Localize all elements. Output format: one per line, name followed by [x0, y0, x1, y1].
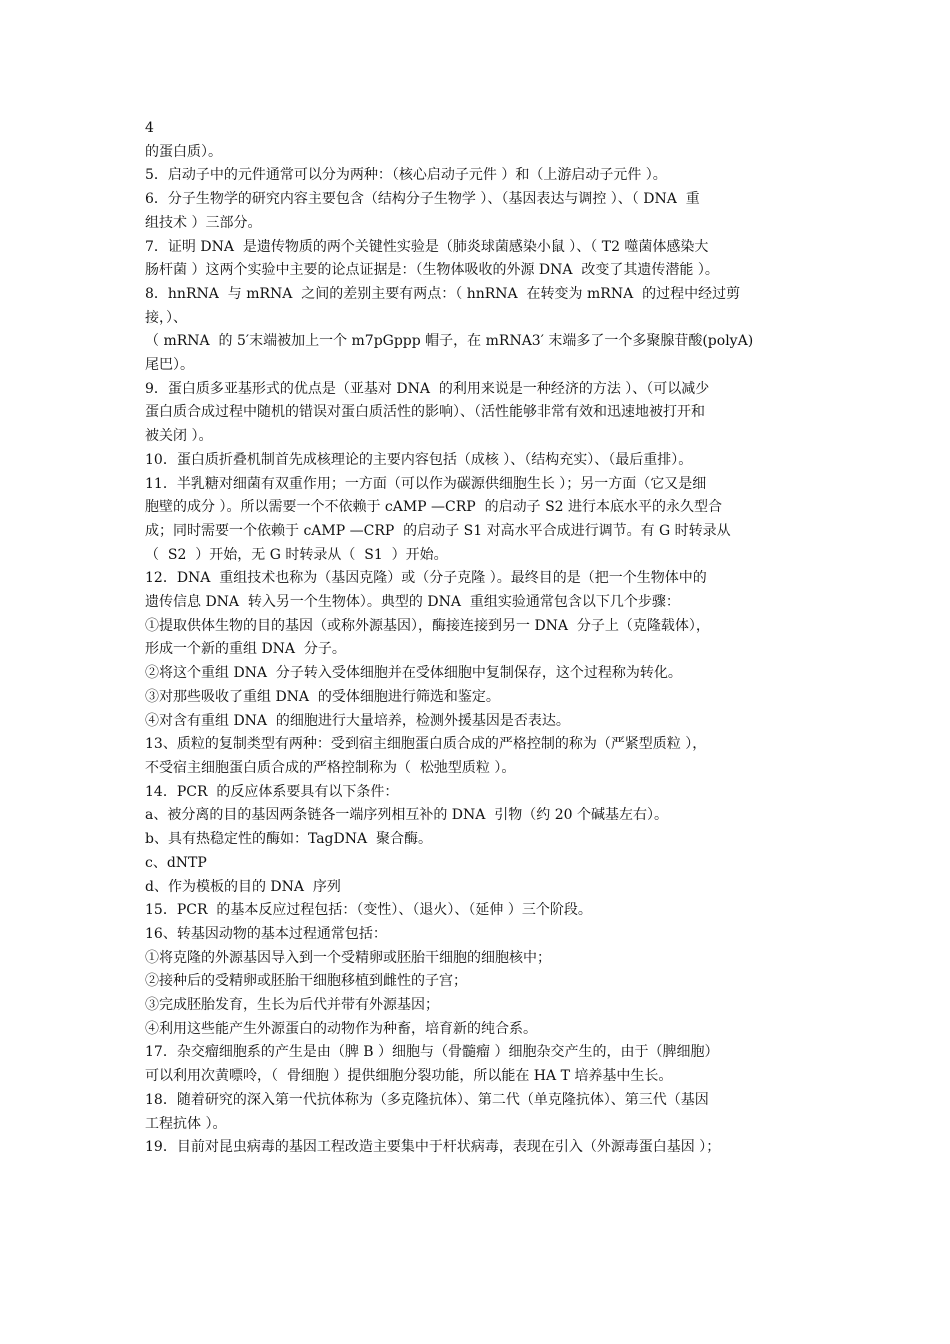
text-line: 被关闭 ）。	[145, 428, 213, 445]
text-line: 17．杂交瘤细胞系的产生是由（脾 B ）细胞与（骨髓瘤 ）细胞杂交产生的，由于（脾细胞）	[145, 1044, 719, 1061]
text-line: 8．hnRNA 与 mRNA 之间的差别主要有两点：（ hnRNA 在转变为 mRNA 的过程中经过剪	[145, 285, 741, 302]
text-line: 10．蛋白质折叠机制首先成核理论的主要内容包括（成核 ）、（结构充实）、（最后重排）。	[145, 451, 693, 468]
text-line: ③对那些吸收了重组 DNA 的受体细胞进行筛选和鉴定。	[145, 688, 500, 705]
text-line: b、具有热稳定性的酶如：TagDNA 聚合酶。	[145, 831, 433, 848]
text-line: ①将克隆的外源基因导入到一个受精卵或胚胎干细胞的细胞核中；	[145, 949, 551, 966]
text-line: 15．PCR 的基本反应过程包括：（变性）、（退火）、（延伸 ）三个阶段。	[145, 902, 592, 919]
text-line: d、作为模板的目的 DNA 序列	[145, 878, 341, 895]
text-line: 14．PCR 的反应体系要具有以下条件：	[145, 783, 399, 800]
text-line: ④对含有重组 DNA 的细胞进行大量培养，检测外援基因是否表达。	[145, 712, 570, 729]
text-line: ①提取供体生物的目的基因（或称外源基因），酶接连接到另一 DNA 分子上（克隆载体），	[145, 617, 710, 634]
text-line: ②接种后的受精卵或胚胎干细胞移植到雌性的子宫；	[145, 973, 467, 990]
text-line: 尾巴）。	[145, 357, 194, 374]
page-number: 4	[145, 120, 154, 136]
text-line: 遗传信息 DNA 转入另一个生物体）。典型的 DNA 重组实验通常包含以下几个步骤：	[145, 594, 680, 611]
text-line: ③完成胚胎发育，生长为后代并带有外源基因；	[145, 997, 439, 1014]
text-line: a、被分离的目的基因两条链各一端序列相互补的 DNA 引物（约 20 个碱基左右）。	[145, 807, 668, 824]
text-line: 可以利用次黄嘌呤，（ 骨细胞 ）提供细胞分裂功能，所以能在 HA T 培养基中生长。	[145, 1068, 673, 1085]
text-line: （ S2 ）开始，无 G 时转录从（ S1 ）开始。	[145, 546, 448, 563]
text-line: 形成一个新的重组 DNA 分子。	[145, 641, 346, 658]
document-body	[145, 117, 815, 1160]
text-line: 18．随着研究的深入第一代抗体称为（多克隆抗体）、第二代（单克隆抗体）、第三代（基因	[145, 1091, 709, 1108]
text-line: 胞壁的成分 ）。所以需要一个不依赖于 cAMP —CRP 的启动子 S2 进行本底水平的永久型合	[145, 499, 723, 516]
text-line: 6．分子生物学的研究内容主要包含（结构分子生物学 ）、（基因表达与调控 ）、（ DNA 重	[145, 191, 700, 208]
text-line: 接，）、	[145, 309, 187, 326]
text-line: （ mRNA 的 5′末端被加上一个 m7pGppp 帽子，在 mRNA3′ 末端多了一个多聚腺苷酸(polyA)	[145, 333, 754, 350]
text-line: 5．启动子中的元件通常可以分为两种：（核心启动子元件 ）和（上游启动子元件 ）。	[145, 167, 667, 184]
text-line: 9．蛋白质多亚基形式的优点是（亚基对 DNA 的利用来说是一种经济的方法 ）、（可以减少	[145, 380, 710, 397]
text-line: 肠杆菌 ）这两个实验中主要的论点证据是：（生物体吸收的外源 DNA 改变了其遗传潜能 ）。	[145, 262, 719, 279]
text-line: 不受宿主细胞蛋白质合成的严格控制称为（ 松弛型质粒 ）。	[145, 759, 516, 776]
text-line: ④利用这些能产生外源蛋白的动物作为种畜，培育新的纯合系。	[145, 1020, 537, 1037]
text-line: 12．DNA 重组技术也称为（基因克隆）或（分子克隆 ）。最终目的是（把一个生物体中的	[145, 570, 707, 587]
text-line: 16、转基因动物的基本过程通常包括：	[145, 925, 387, 942]
text-line: 成；同时需要一个依赖于 cAMP —CRP 的启动子 S1 对高水平合成进行调节。有 G 时转录从	[145, 522, 731, 539]
text-line: 组技术 ）三部分。	[145, 214, 262, 231]
text-line: 13、质粒的复制类型有两种：受到宿主细胞蛋白质合成的严格控制的称为（严紧型质粒 ），	[145, 736, 707, 753]
text-line: 工程抗体 ）。	[145, 1115, 227, 1132]
text-line: 7．证明 DNA 是遗传物质的两个关键性实验是（肺炎球菌感染小鼠 ）、（ T2 噬菌体感染大	[145, 238, 709, 255]
text-line: 11．半乳糖对细菌有双重作用；一方面（可以作为碳源供细胞生长 ）；另一方面（它又是细	[145, 475, 707, 492]
text-line: 19．目前对昆虫病毒的基因工程改造主要集中于杆状病毒，表现在引入（外源毒蛋白基因 ）；	[145, 1139, 721, 1156]
text-line: c、dNTP	[145, 854, 207, 871]
text-line: 蛋白质合成过程中随机的错误对蛋白质活性的影响）、（活性能够非常有效和迅速地被打开和	[145, 404, 705, 421]
text-line: 的蛋白质）。	[145, 143, 222, 160]
text-line: ②将这个重组 DNA 分子转入受体细胞并在受体细胞中复制保存，这个过程称为转化。	[145, 665, 682, 682]
